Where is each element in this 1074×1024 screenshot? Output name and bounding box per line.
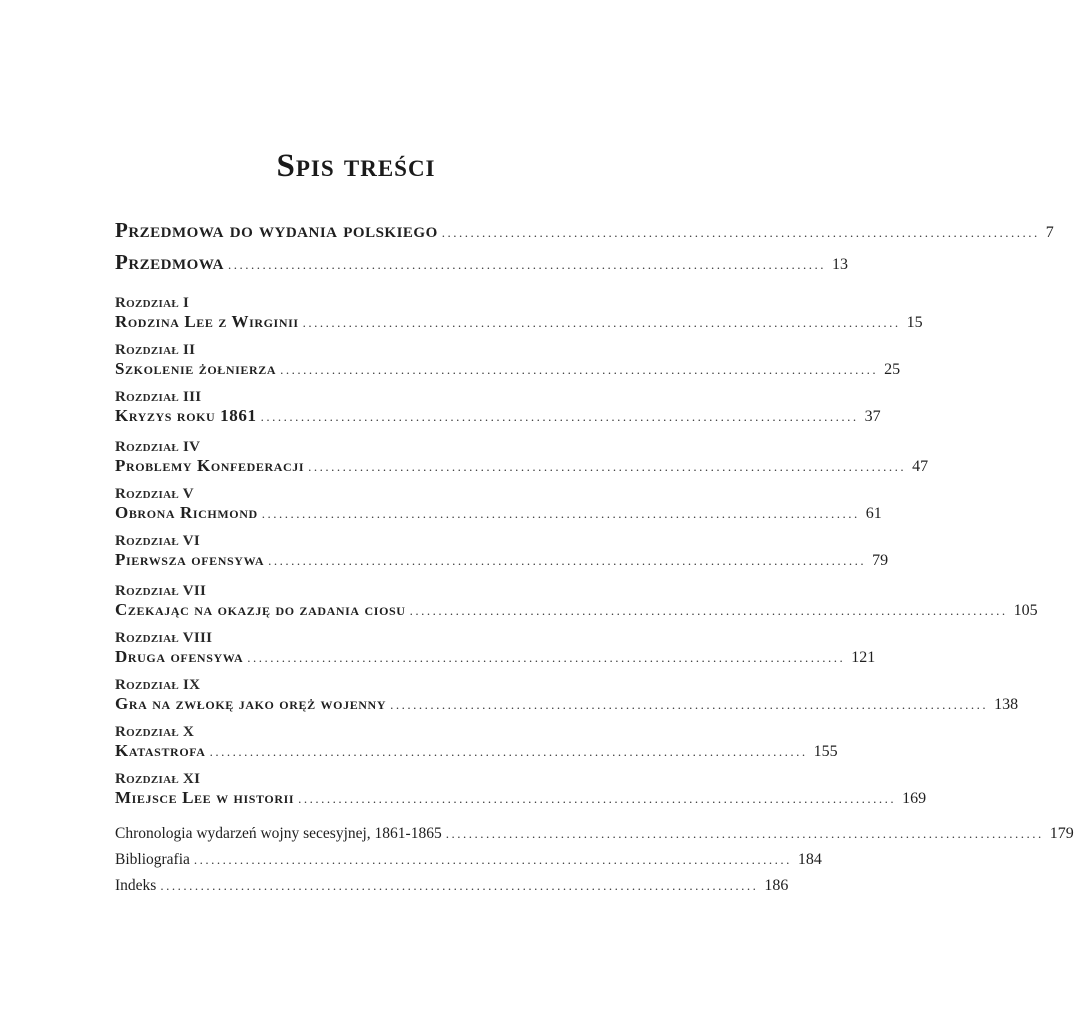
dot-leader: ........................................................................................................	[302, 315, 901, 330]
dot-leader: ........................................................................................................	[209, 744, 808, 759]
toc-chapter-entry[interactable]	[115, 532, 889, 575]
toc-page-number: 105	[1013, 602, 1038, 619]
toc-entry-label: Indeks	[115, 877, 157, 894]
dot-leader: ........................................................................................................	[308, 459, 907, 474]
dot-leader: ........................................................................................................	[160, 878, 759, 893]
toc-entry-label: Przedmowa do wydania polskiego	[115, 218, 438, 242]
toc-page-number: 138	[994, 696, 1019, 713]
dot-leader: ........................................................................................................	[441, 225, 1040, 240]
toc-entry-foreword[interactable]	[115, 250, 848, 280]
chapter-number: Rozdział X	[115, 724, 195, 740]
page-title: Spis treści	[276, 148, 436, 184]
toc-page-number: 7	[1045, 224, 1054, 241]
chapter-number: Rozdział IX	[115, 677, 201, 693]
toc-page-number: 179	[1049, 825, 1074, 842]
toc-chapter-entry[interactable]	[115, 388, 881, 431]
toc-entry-label: Chronologia wydarzeń wojny secesyjnej, 1861-1865	[115, 825, 442, 842]
chapter-number: Rozdział VII	[115, 583, 207, 599]
dot-leader: ........................................................................................................	[268, 553, 867, 568]
chapter-number: Rozdział III	[115, 389, 202, 405]
chapter-number: Rozdział XI	[115, 771, 201, 787]
toc-chapter-entry[interactable]	[115, 485, 882, 528]
toc-page-number: 61	[865, 505, 882, 522]
dot-leader: ........................................................................................................	[280, 362, 879, 377]
chapter-number: Rozdział I	[115, 295, 190, 311]
toc-page-number: 121	[851, 649, 876, 666]
toc-page-number: 184	[797, 851, 822, 868]
chapter-number: Rozdział VIII	[115, 630, 213, 646]
toc-chapter-entry[interactable]	[115, 676, 1019, 719]
toc-chapter-entry[interactable]	[115, 770, 927, 813]
dot-leader: ........................................................................................................	[261, 506, 860, 521]
toc-entry-label: Bibliografia	[115, 851, 190, 868]
toc-entry-foreword-polish[interactable]	[115, 218, 1054, 246]
chapter-number: Rozdział IV	[115, 439, 201, 455]
chapter-title: Pierwsza ofensywa	[115, 550, 265, 569]
toc-page-number: 79	[872, 552, 889, 569]
chapter-title: Druga ofensywa	[115, 647, 244, 666]
toc-entry-chronology[interactable]	[115, 825, 1074, 851]
chapter-title: Rodzina Lee z Wirginii	[115, 312, 299, 331]
dot-leader: ........................................................................................................	[409, 603, 1008, 618]
toc-page-number: 169	[902, 790, 927, 807]
chapter-number: Rozdział V	[115, 486, 194, 502]
chapter-title: Szkolenie żołnierza	[115, 359, 277, 378]
toc-entry-index[interactable]	[115, 877, 789, 903]
chapter-number: Rozdział II	[115, 342, 196, 358]
toc-page-number: 47	[912, 458, 929, 475]
toc-chapter-entry[interactable]	[115, 629, 876, 672]
dot-leader: ........................................................................................................	[390, 697, 989, 712]
dot-leader: ........................................................................................................	[228, 257, 826, 272]
toc-page-number: 37	[864, 408, 881, 425]
table-of-contents	[115, 218, 1074, 903]
dot-leader: ........................................................................................................	[260, 409, 859, 424]
toc-page-number: 15	[906, 314, 923, 331]
toc-page-number: 25	[884, 361, 901, 378]
chapter-title: Czekając na okazję do zadania ciosu	[115, 600, 406, 619]
chapter-number: Rozdział VI	[115, 533, 201, 549]
toc-chapter-entry[interactable]	[115, 294, 923, 337]
chapter-title: Obrona Richmond	[115, 503, 258, 522]
chapter-title: Miejsce Lee w historii	[115, 788, 295, 807]
dot-leader: ........................................................................................................	[247, 650, 846, 665]
toc-page-number: 155	[813, 743, 838, 760]
dot-leader: ........................................................................................................	[445, 826, 1044, 841]
chapter-title: Gra na zwłokę jako oręż wojenny	[115, 694, 387, 713]
toc-page-number: 186	[764, 877, 789, 894]
toc-chapter-entry[interactable]	[115, 582, 1038, 625]
toc-chapter-entry[interactable]	[115, 341, 901, 384]
toc-entry-bibliography[interactable]	[115, 851, 822, 877]
dot-leader: ........................................................................................................	[193, 852, 792, 867]
toc-entry-label: Przedmowa	[115, 250, 224, 274]
dot-leader: ........................................................................................................	[298, 791, 897, 806]
toc-page-number: 13	[832, 256, 848, 273]
chapter-title: Problemy Konfederacji	[115, 456, 305, 475]
chapter-title: Katastrofa	[115, 741, 206, 760]
chapter-title: Kryzys roku 1861	[115, 406, 257, 425]
toc-chapter-entry[interactable]	[115, 438, 929, 481]
toc-chapter-entry[interactable]	[115, 723, 838, 766]
